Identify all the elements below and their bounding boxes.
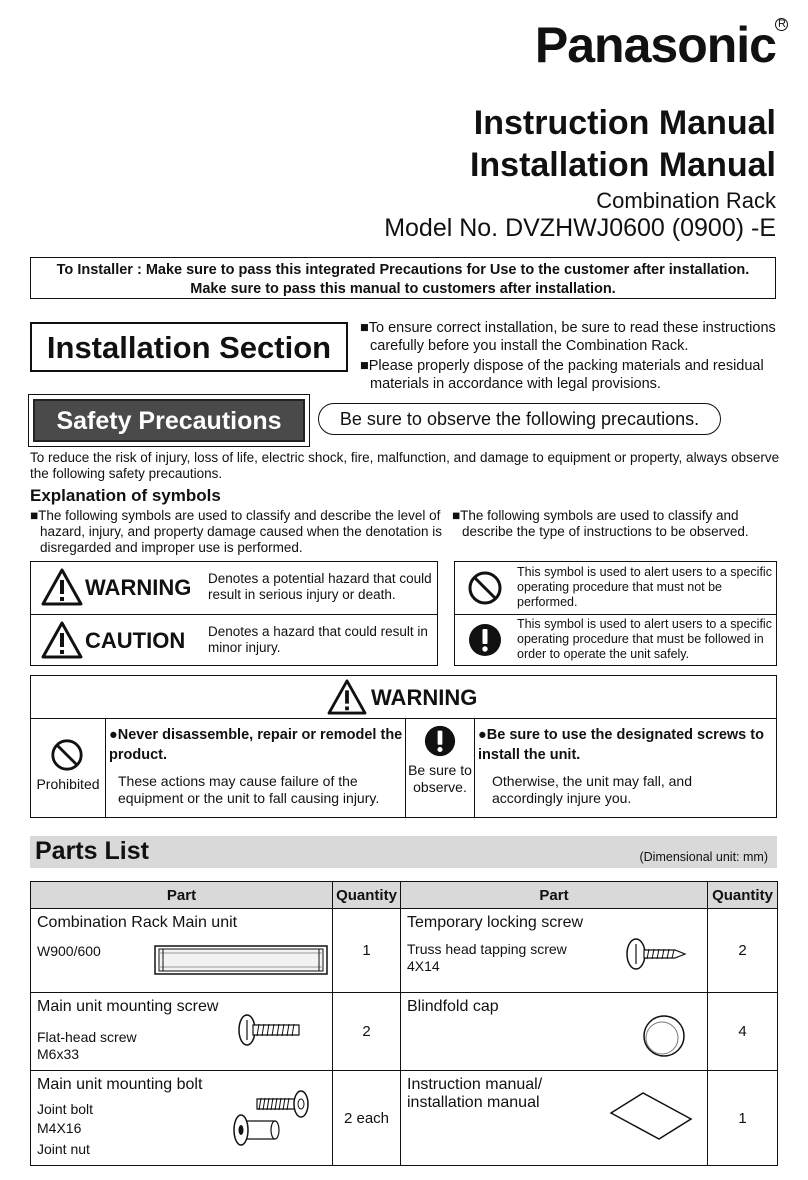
parts-table xyxy=(30,881,778,1166)
table-row xyxy=(31,1071,778,1166)
warning-triangle-icon xyxy=(41,568,83,606)
mandatory-action-icon xyxy=(423,724,457,758)
part-cell xyxy=(31,993,333,1071)
part-name: Blindfold cap xyxy=(407,998,499,1015)
warning-item-screws: ●Be sure to use the designated screws to install the unit. xyxy=(478,727,764,763)
rack-unit-icon xyxy=(154,945,328,975)
installer-note-box xyxy=(30,257,776,299)
part-spec: Truss head tapping screw xyxy=(407,941,567,957)
part-cell xyxy=(401,1071,708,1166)
part-name: Instruction manual/ installation manual xyxy=(407,1076,543,1111)
part-spec: M4X16 xyxy=(37,1120,82,1136)
brand-logo: Panasonic R xyxy=(535,16,776,74)
explanation-instruction-types: ■The following symbols are used to classify and describe the type of instructions to be observed. xyxy=(452,508,749,539)
caution-label: CAUTION xyxy=(85,628,186,653)
warning-triangle-icon xyxy=(327,679,367,715)
divider xyxy=(474,718,475,818)
document-title-instruction: Instruction Manual xyxy=(473,104,776,142)
warning-item-screws-description: Otherwise, the unit may fall, and accordingly injure you. xyxy=(492,773,692,806)
part-cell xyxy=(401,909,708,993)
quantity-cell: 2 xyxy=(333,993,401,1071)
part-spec: Flat-head screw xyxy=(37,1029,137,1045)
part-name: Main unit mounting screw xyxy=(37,998,219,1015)
mandatory-description: This symbol is used to alert users to a specific operating procedure that must be followed in order to operate the unit safely. xyxy=(517,617,772,661)
quantity-cell: 2 each xyxy=(333,1071,401,1166)
flat-head-screw-icon xyxy=(237,1013,303,1047)
instruction-type-box xyxy=(454,561,777,666)
blindfold-cap-icon xyxy=(641,1013,687,1059)
part-cell xyxy=(31,909,333,993)
part-spec: W900/600 xyxy=(37,943,101,959)
explanation-of-symbols-heading: Explanation of symbols xyxy=(30,486,221,505)
divider xyxy=(105,718,106,818)
prohibition-description: This symbol is used to alert users to a specific operating procedure that must not be performed. xyxy=(517,565,772,609)
divider xyxy=(31,614,437,615)
part-name: Temporary locking screw xyxy=(407,914,584,931)
part-spec: Joint nut xyxy=(37,1141,90,1157)
part-name: Main unit mounting bolt xyxy=(37,1076,203,1093)
risk-reduction-text: To reduce the risk of injury, loss of life, electric shock, fire, malfunction, and damage to equipment or property, always observe the following safety precautions. xyxy=(30,450,780,481)
installation-section-heading: Installation Section xyxy=(30,322,348,372)
divider xyxy=(455,614,776,615)
divider xyxy=(31,718,776,719)
warning-item-disassemble: ●Never disassemble, repair or remodel the product. xyxy=(109,727,403,763)
document-title-installation: Installation Manual xyxy=(469,146,776,184)
installation-note: ■Please properly dispose of the packing materials and residual materials in accordance with legal provisions. xyxy=(360,358,764,392)
quantity-cell: 4 xyxy=(708,993,778,1071)
installation-note: ■To ensure correct installation, be sure to read these instructions carefully before you install the Combination Rack. xyxy=(360,320,776,354)
tapping-screw-icon xyxy=(625,937,687,971)
column-header-quantity: Quantity xyxy=(333,882,401,909)
table-header-row xyxy=(31,882,778,909)
warning-panel-title: WARNING xyxy=(371,685,478,710)
manual-sheet-icon xyxy=(609,1089,693,1143)
registered-mark: R xyxy=(775,18,788,31)
table-row xyxy=(31,993,778,1071)
quantity-cell: 1 xyxy=(708,1071,778,1166)
prohibition-icon xyxy=(467,570,503,606)
installer-note-line-1: To Installer : Make sure to pass this integrated Precautions for Use to the customer after installation. xyxy=(56,262,750,278)
joint-bolt-icon xyxy=(231,1079,311,1159)
observe-precautions-pill: Be sure to observe the following precautions. xyxy=(318,403,721,435)
warning-panel xyxy=(30,675,777,818)
column-header-quantity: Quantity xyxy=(708,882,778,909)
installation-notes xyxy=(360,319,780,395)
warning-description: Denotes a potential hazard that could result in serious injury or death. xyxy=(208,571,432,602)
explanation-hazard-levels: ■The following symbols are used to classify and describe the level of hazard, injury, and property damage caused when the denotation is disregarded and improper use is performed. xyxy=(30,508,443,555)
model-number: Model No. DVZHWJ0600 (0900) -E xyxy=(384,214,776,242)
part-name: Combination Rack Main unit xyxy=(37,914,238,931)
be-sure-to-observe-label: Be sure to observe. xyxy=(408,762,472,795)
part-spec: 4X14 xyxy=(407,958,440,974)
column-header-part: Part xyxy=(401,882,708,909)
dimensional-unit-note: (Dimensional unit: mm) xyxy=(639,850,768,864)
part-spec: Joint bolt xyxy=(37,1101,94,1117)
quantity-cell: 1 xyxy=(333,909,401,993)
installer-note-line-2: Make sure to pass this manual to customers after installation. xyxy=(190,281,616,297)
mandatory-action-icon xyxy=(467,622,503,658)
parts-list-title: Parts List xyxy=(35,837,149,865)
prohibited-label: Prohibited xyxy=(36,776,100,792)
warning-item-disassemble-description: These actions may cause failure of the equipment or the unit to fall causing injury. xyxy=(118,773,380,806)
table-row xyxy=(31,909,778,993)
caution-description: Denotes a hazard that could result in minor injury. xyxy=(208,624,428,655)
part-spec: M6x33 xyxy=(37,1046,80,1062)
product-name: Combination Rack xyxy=(596,188,776,213)
warning-label: WARNING xyxy=(85,575,192,600)
quantity-cell: 2 xyxy=(708,909,778,993)
column-header-part: Part xyxy=(31,882,333,909)
caution-triangle-icon xyxy=(41,621,83,659)
prohibition-icon xyxy=(50,738,84,772)
part-cell xyxy=(401,993,708,1071)
hazard-level-box xyxy=(30,561,438,666)
safety-precautions-heading: Safety Precautions xyxy=(33,399,305,442)
part-cell xyxy=(31,1071,333,1166)
